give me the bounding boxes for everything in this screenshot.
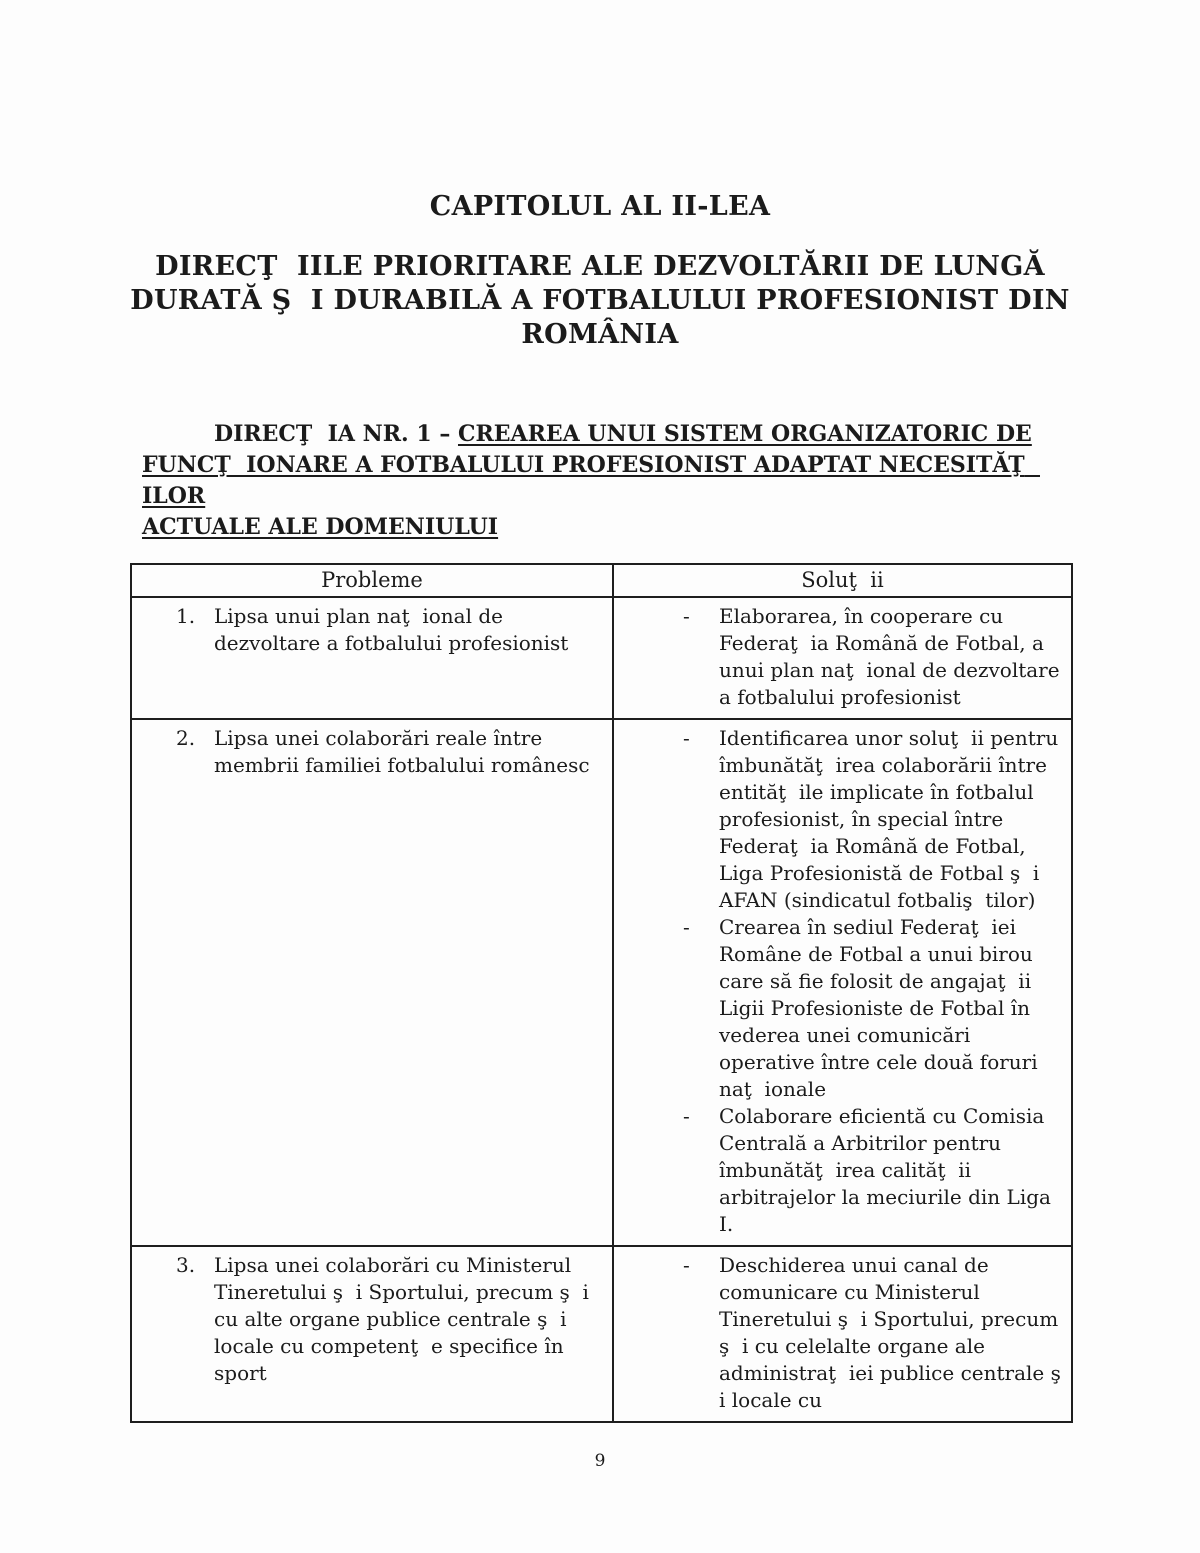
problem-text: Lipsa unei colaborări cu Ministerul Tineretului ş i Sportului, precum ş i cu alte organe publice centrale ş i locale cu competenţ e specifice în sport [214,1253,596,1385]
column-header-probleme: Probleme [131,564,613,597]
section-heading-prefix: DIRECŢ IA NR. 1 – [214,421,458,447]
section-heading-line [142,512,1060,543]
solution-text: Crearea în sediul Federaţ iei Române de Fotbal a unui birou care să fie folosit de angajaţ ii Ligii Profesioniste de Fotbal în vederea unei comunicări operative între cele două foruri naţ ionale [719,915,1044,1101]
section-heading-underlined-text: ACTUALE ALE DOMENIULUI [142,514,499,540]
solution-text: Identificarea unor soluţ ii pentru îmbunătăţ irea colaborării între entităţ ile implicate în fotbalul profesionist, în special între Federaţ ia Română de Fotbal, Liga Profesionistă de Fotbal ş i AFAN (sindicatul fotbaliş tilor) [719,726,1065,912]
problem-number: 1. [176,604,196,628]
section-heading-line [142,419,1060,450]
subtitle-line: DIRECŢ IILE PRIORITARE ALE DEZVOLTĂRII DE LUNGĂ [155,251,1045,282]
solution-item [614,914,1071,1103]
problem-text: Lipsa unui plan naţ ional de dezvoltare a fotbalului profesionist [214,604,569,655]
solution-text: Colaborare eficientă cu Comisia Centrală a Arbitrilor pentru îmbunătăţ irea calităţ ii arbitrajelor la meciurile din Liga I. [719,1104,1058,1236]
problem-text: Lipsa unei colaborări reale între membrii familiei fotbalului românesc [214,726,590,777]
section-heading [142,419,1060,543]
solution-item [614,725,1071,914]
problem-number: 2. [176,726,196,750]
problem-cell [131,597,613,719]
solutions-cell [613,719,1072,1246]
section-heading-underlined-text: CREAREA UNUI SISTEM ORGANIZATORIC DE [457,421,1032,447]
solution-item [614,603,1071,711]
bullet-dash: - [683,604,690,628]
solution-text: Elaborarea, în cooperare cu Federaţ ia Română de Fotbal, a unui plan naţ ional de dezvoltare a fotbalului profesionist [719,604,1066,709]
solutions-cell [613,1246,1072,1422]
solution-text: Deschiderea unui canal de comunicare cu Ministerul Tineretului ş i Sportului, precum ş i cu celelalte organe ale administraţ iei publice centrale ş i locale cu [719,1253,1074,1412]
document-subtitle [0,250,1200,352]
table-row [131,1246,1072,1422]
subtitle-line: DURATĂ Ş I DURABILĂ A FOTBALULUI PROFESIONIST DIN [130,285,1070,316]
solution-item [614,1103,1071,1238]
page-number: 9 [594,1451,606,1471]
problem-cell [131,1246,613,1422]
problem-number: 3. [176,1253,196,1277]
table-header-row [131,564,1072,597]
column-header-solutii: Soluţ ii [613,564,1072,597]
section-heading-line [142,450,1060,512]
bullet-dash: - [683,1104,690,1128]
problems-solutions-table [130,563,1073,1423]
bullet-dash: - [683,726,690,750]
chapter-title: CAPITOLUL AL II-LEA [429,191,771,222]
section-heading-underlined-text: FUNCŢ IONARE A FOTBALULUI PROFESIONIST ADAPTAT NECESITĂŢ ILOR [142,452,1040,509]
table-row [131,597,1072,719]
solutions-cell [613,597,1072,719]
bullet-dash: - [683,915,690,939]
problem-cell [131,719,613,1246]
table-row [131,719,1072,1246]
solution-item [614,1252,1074,1414]
subtitle-line: ROMÂNIA [521,319,679,350]
bullet-dash: - [683,1253,690,1277]
